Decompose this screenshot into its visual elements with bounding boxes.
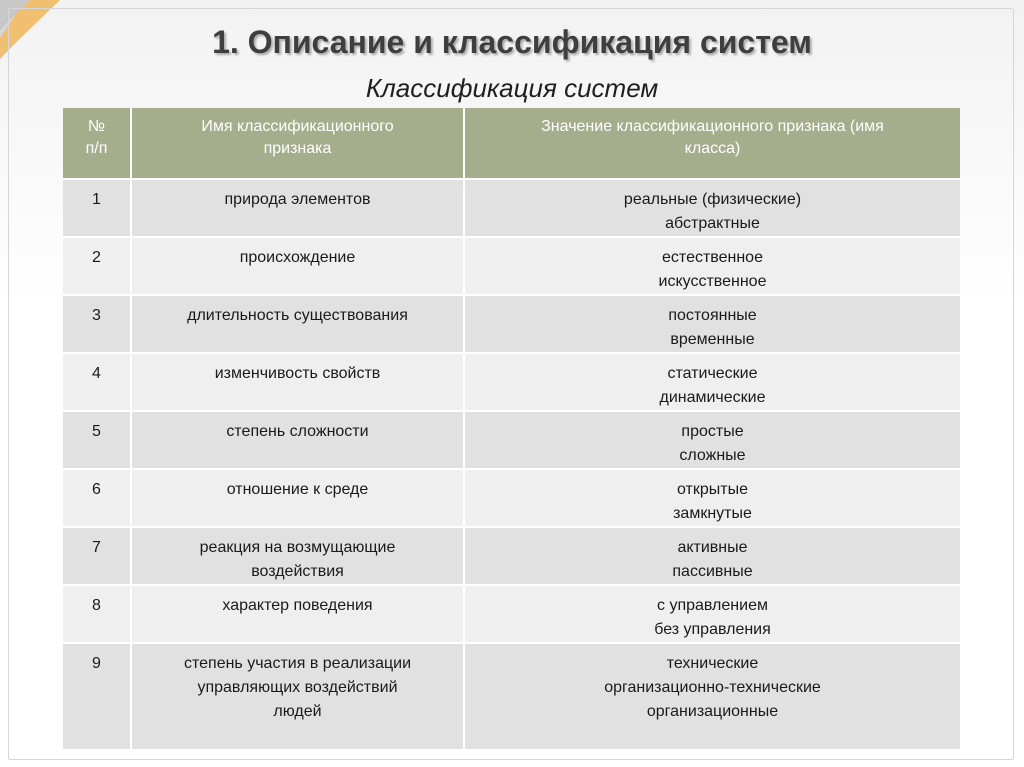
row-number: 3 (63, 295, 131, 353)
header-number: № п/п (63, 108, 131, 179)
header-attribute-name: Имя классификационного признака (131, 108, 464, 179)
attribute-values: реальные (физические) абстрактные (464, 179, 960, 237)
table-row (63, 527, 960, 585)
table-row (63, 411, 960, 469)
attribute-name: характер поведения (131, 585, 464, 643)
row-number: 1 (63, 179, 131, 237)
attribute-values: естественное искусственное (464, 237, 960, 295)
attribute-values: активные пассивные (464, 527, 960, 585)
row-number: 2 (63, 237, 131, 295)
attribute-name: степень сложности (131, 411, 464, 469)
attribute-values: статические динамические (464, 353, 960, 411)
row-number: 7 (63, 527, 131, 585)
table-row (63, 295, 960, 353)
classification-table (63, 108, 960, 749)
table-row (63, 469, 960, 527)
attribute-name: изменчивость свойств (131, 353, 464, 411)
attribute-values: постоянные временные (464, 295, 960, 353)
slide-title: 1. Описание и классификация систем (212, 24, 812, 60)
attribute-values: с управлением без управления (464, 585, 960, 643)
row-number: 5 (63, 411, 131, 469)
attribute-name: происхождение (131, 237, 464, 295)
attribute-values: открытые замкнутые (464, 469, 960, 527)
attribute-name: реакция на возмущающие воздействия (131, 527, 464, 585)
table-row (63, 643, 960, 749)
slide-subtitle: Классификация систем (365, 73, 659, 103)
row-number: 6 (63, 469, 131, 527)
row-number: 4 (63, 353, 131, 411)
row-number: 8 (63, 585, 131, 643)
attribute-values: простые сложные (464, 411, 960, 469)
header-attribute-value: Значение классификационного признака (имя класса) (464, 108, 960, 179)
attribute-name: отношение к среде (131, 469, 464, 527)
table-row (63, 179, 960, 237)
table-row (63, 353, 960, 411)
table-row (63, 237, 960, 295)
attribute-values: технические организационно-технические организационные (464, 643, 960, 749)
table-header-row (63, 108, 960, 179)
table-row (63, 585, 960, 643)
row-number: 9 (63, 643, 131, 749)
attribute-name: природа элементов (131, 179, 464, 237)
attribute-name: длительность существования (131, 295, 464, 353)
attribute-name: степень участия в реализации управляющих воздействий людей (131, 643, 464, 749)
